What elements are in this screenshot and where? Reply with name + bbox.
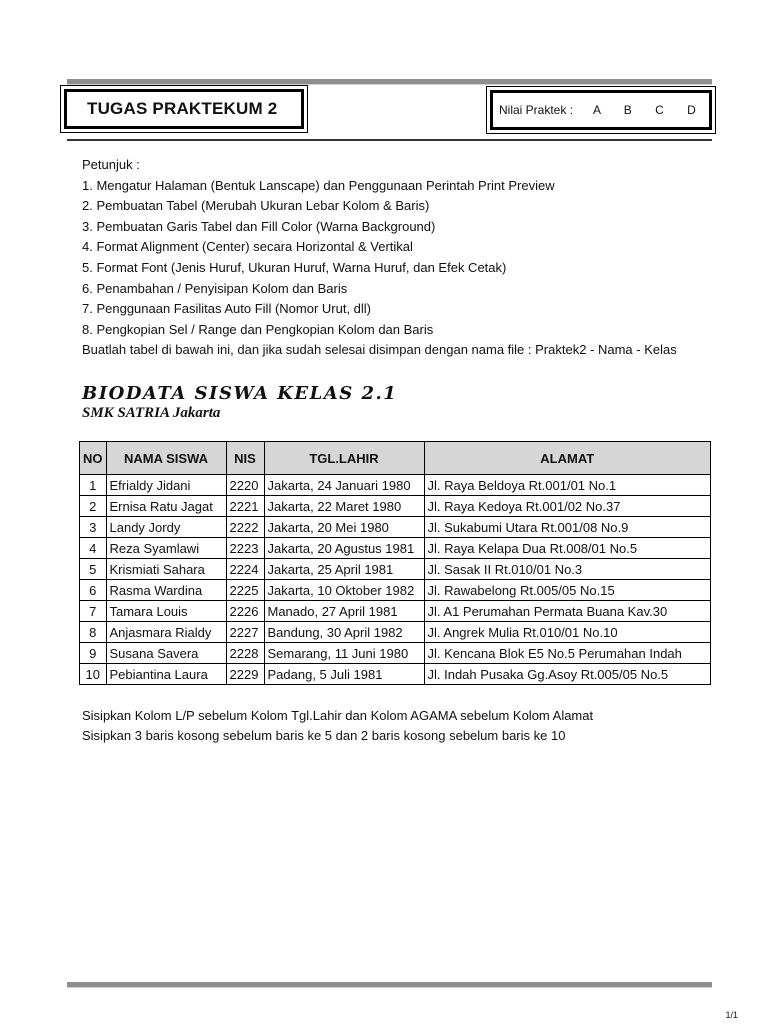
- table-row: [80, 538, 711, 559]
- cell-nis: 2227: [226, 622, 264, 643]
- instructions: [82, 155, 677, 361]
- table-row: [80, 517, 711, 538]
- cell-nis: 2222: [226, 517, 264, 538]
- cell-nis: 2226: [226, 601, 264, 622]
- cell-nama: Pebiantina Laura: [106, 664, 226, 685]
- top-double-rule: [67, 79, 712, 84]
- instruction-item: 6. Penambahan / Penyisipan Kolom dan Baris: [82, 280, 348, 296]
- table-row: [80, 622, 711, 643]
- section-title: BIODATA SISWA KELAS 2.1: [82, 383, 398, 404]
- page-title: TUGAS PRAKTEKUM 2: [64, 89, 304, 129]
- cell-tgl-lahir: Padang, 5 Juli 1981: [264, 664, 424, 685]
- grade-options: [573, 103, 696, 117]
- cell-nis: 2221: [226, 496, 264, 517]
- section-subtitle: SMK SATRIA Jakarta: [82, 405, 221, 421]
- cell-nis: 2223: [226, 538, 264, 559]
- bottom-double-rule: [67, 982, 712, 987]
- table-row: [80, 643, 711, 664]
- cell-no: 4: [80, 538, 107, 559]
- grade-a: A: [593, 103, 601, 117]
- cell-no: 8: [80, 622, 107, 643]
- cell-nama: Efrialdy Jidani: [106, 475, 226, 496]
- cell-nama: Susana Savera: [106, 643, 226, 664]
- cell-no: 6: [80, 580, 107, 601]
- col-header-no: NO: [80, 442, 107, 475]
- grade-c: C: [655, 103, 664, 117]
- instruction-item: 3. Pembuatan Garis Tabel dan Fill Color (Warna Background): [82, 218, 436, 234]
- cell-alamat: Jl. Raya Kelapa Dua Rt.008/01 No.5: [424, 538, 711, 559]
- cell-tgl-lahir: Jakarta, 20 Mei 1980: [264, 517, 424, 538]
- header-underline: [67, 139, 712, 141]
- grade-b: B: [623, 103, 632, 117]
- cell-nama: Rasma Wardina: [106, 580, 226, 601]
- table-row: [80, 664, 711, 685]
- instruction-item: 8. Pengkopian Sel / Range dan Pengkopian Kolom dan Baris: [82, 321, 434, 337]
- cell-tgl-lahir: Manado, 27 April 1981: [264, 601, 424, 622]
- cell-no: 10: [80, 664, 107, 685]
- cell-alamat: Jl. Raya Kedoya Rt.001/02 No.37: [424, 496, 711, 517]
- grade-box: [490, 90, 712, 130]
- notes: [82, 706, 593, 746]
- cell-alamat: Jl. Raya Beldoya Rt.001/01 No.1: [424, 475, 711, 496]
- cell-no: 7: [80, 601, 107, 622]
- cell-nama: Anjasmara Rialdy: [106, 622, 226, 643]
- table-row: [80, 496, 711, 517]
- cell-nama: Ernisa Ratu Jagat: [106, 496, 226, 517]
- cell-no: 3: [80, 517, 107, 538]
- cell-alamat: Jl. Indah Pusaka Gg.Asoy Rt.005/05 No.5: [424, 664, 711, 685]
- instruction-item: 2. Pembuatan Tabel (Merubah Ukuran Lebar Kolom & Baris): [82, 198, 430, 214]
- cell-alamat: Jl. Angrek Mulia Rt.010/01 No.10: [424, 622, 711, 643]
- grade-d: D: [687, 103, 696, 117]
- cell-no: 2: [80, 496, 107, 517]
- table-row: [80, 601, 711, 622]
- table-header-row: [80, 442, 711, 475]
- grade-label: Nilai Praktek :: [499, 103, 574, 117]
- cell-alamat: Jl. A1 Perumahan Permata Buana Kav.30: [424, 601, 711, 622]
- cell-tgl-lahir: Jakarta, 25 April 1981: [264, 559, 424, 580]
- note-item: Sisipkan Kolom L/P sebelum Kolom Tgl.Lahir dan Kolom AGAMA sebelum Kolom Alamat: [82, 708, 594, 723]
- col-header-alamat: ALAMAT: [424, 442, 711, 475]
- cell-nama: Reza Syamlawi: [106, 538, 226, 559]
- cell-nis: 2228: [226, 643, 264, 664]
- cell-nama: Tamara Louis: [106, 601, 226, 622]
- cell-no: 9: [80, 643, 107, 664]
- instruction-item: 5. Format Font (Jenis Huruf, Ukuran Huruf, Warna Huruf, dan Efek Cetak): [82, 259, 507, 275]
- cell-tgl-lahir: Semarang, 11 Juni 1980: [264, 643, 424, 664]
- col-header-nama: NAMA SISWA: [106, 442, 226, 475]
- table-row: [80, 559, 711, 580]
- instructions-heading: Petunjuk :: [82, 157, 140, 172]
- cell-nis: 2229: [226, 664, 264, 685]
- cell-alamat: Jl. Sasak II Rt.010/01 No.3: [424, 559, 711, 580]
- instruction-item: 7. Penggunaan Fasilitas Auto Fill (Nomor Urut, dll): [82, 301, 372, 317]
- instruction-item: 4. Format Alignment (Center) secara Horizontal & Vertikal: [82, 239, 413, 255]
- cell-tgl-lahir: Jakarta, 22 Maret 1980: [264, 496, 424, 517]
- cell-alamat: Jl. Rawabelong Rt.005/05 No.15: [424, 580, 711, 601]
- instruction-item: 1. Mengatur Halaman (Bentuk Lanscape) dan Penggunaan Perintah Print Preview: [82, 177, 555, 193]
- instructions-footer: Buatlah tabel di bawah ini, dan jika sudah selesai disimpan dengan nama file : Praktek2 - Nama - Kelas: [82, 342, 677, 358]
- cell-nis: 2225: [226, 580, 264, 601]
- student-table: [79, 441, 711, 685]
- cell-tgl-lahir: Jakarta, 10 Oktober 1982: [264, 580, 424, 601]
- cell-nama: Landy Jordy: [106, 517, 226, 538]
- cell-tgl-lahir: Jakarta, 24 Januari 1980: [264, 475, 424, 496]
- cell-no: 5: [80, 559, 107, 580]
- col-header-nis: NIS: [226, 442, 264, 475]
- cell-nis: 2220: [226, 475, 264, 496]
- cell-nama: Krismiati Sahara: [106, 559, 226, 580]
- page-number: 1/1: [725, 1010, 738, 1020]
- cell-tgl-lahir: Jakarta, 20 Agustus 1981: [264, 538, 424, 559]
- table-row: [80, 475, 711, 496]
- cell-alamat: Jl. Kencana Blok E5 No.5 Perumahan Indah: [424, 643, 711, 664]
- note-item: Sisipkan 3 baris kosong sebelum baris ke 5 dan 2 baris kosong sebelum baris ke 10: [82, 728, 566, 743]
- table-row: [80, 580, 711, 601]
- cell-nis: 2224: [226, 559, 264, 580]
- cell-tgl-lahir: Bandung, 30 April 1982: [264, 622, 424, 643]
- cell-no: 1: [80, 475, 107, 496]
- col-header-tgl-lahir: TGL.LAHIR: [264, 442, 424, 475]
- cell-alamat: Jl. Sukabumi Utara Rt.001/08 No.9: [424, 517, 711, 538]
